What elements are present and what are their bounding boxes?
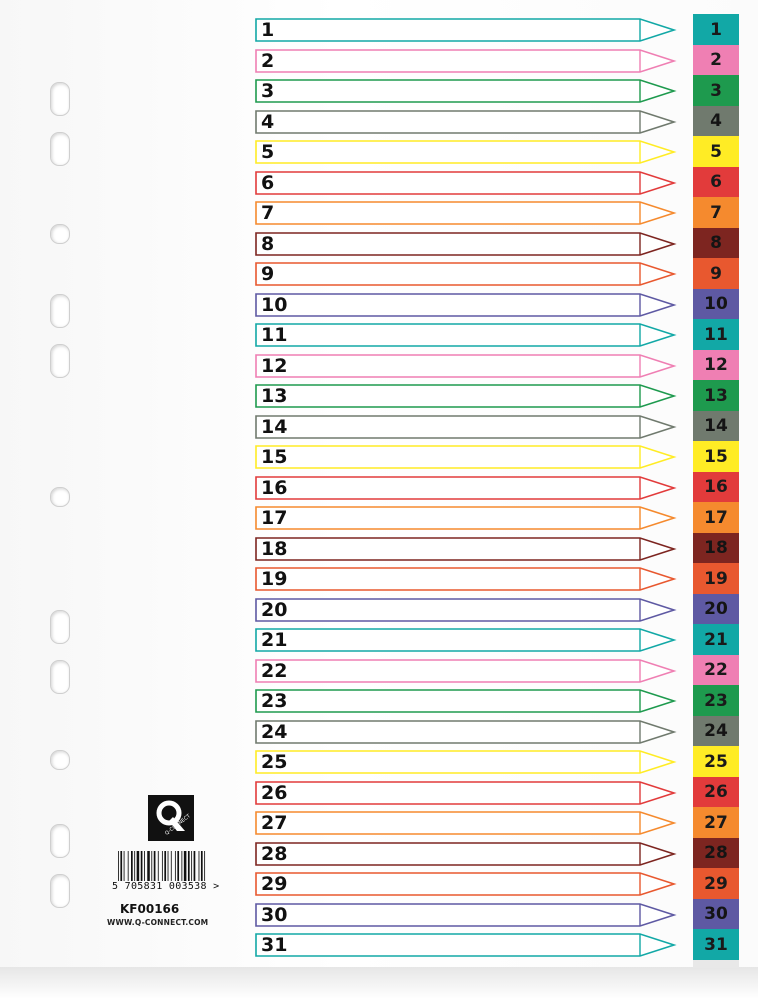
barcode-bar [188,851,190,881]
row-arrow-outline [256,477,674,499]
punch-hole [50,82,70,116]
row-arrow-outline [256,660,674,682]
divider-row-number: 12 [261,355,288,377]
index-tab[interactable]: 23 [693,685,739,716]
index-tab[interactable]: 9 [693,258,739,289]
divider-row-number: 18 [261,538,288,560]
row-arrow-outline [256,233,674,255]
barcode-number: 5 705831 003538 > [112,881,220,892]
divider-row-outline [255,659,675,683]
divider-row [255,140,675,164]
index-tab[interactable]: 7 [693,197,739,228]
divider-row-number: 27 [261,812,288,834]
barcode-bar [175,851,176,881]
index-tab[interactable]: 25 [693,746,739,777]
row-arrow-outline [256,202,674,224]
row-arrow-outline [256,294,674,316]
row-arrow-outline [256,141,674,163]
barcode-bar [144,851,145,881]
divider-row-outline [255,415,675,439]
index-tab[interactable]: 28 [693,838,739,868]
index-tab[interactable]: 4 [693,106,739,136]
divider-row [255,781,675,805]
index-tab[interactable]: 19 [693,563,739,594]
index-tab[interactable]: 11 [693,319,739,350]
divider-row-outline [255,110,675,134]
row-arrow-outline [256,812,674,834]
row-arrow-outline [256,324,674,346]
divider-row-outline [255,811,675,835]
divider-row [255,323,675,347]
index-tab[interactable]: 6 [693,167,739,197]
divider-row [255,720,675,744]
index-tab[interactable]: 14 [693,411,739,441]
barcode [117,851,215,881]
divider-row [255,659,675,683]
divider-row-number: 1 [261,19,275,41]
divider-row-outline [255,293,675,317]
divider-row [255,872,675,896]
divider-row [255,933,675,957]
divider-row-outline [255,933,675,957]
row-arrow-outline [256,782,674,804]
index-tab[interactable]: 18 [693,533,739,563]
barcode-bar [118,851,119,881]
divider-row-outline [255,49,675,73]
divider-row-number: 26 [261,782,288,804]
index-tab[interactable]: 26 [693,777,739,807]
barcode-bar [201,851,203,881]
punch-hole [50,660,70,694]
divider-row-number: 16 [261,477,288,499]
divider-row [255,628,675,652]
divider-row-outline [255,506,675,530]
punch-hole [50,132,70,166]
divider-row-outline [255,140,675,164]
punch-hole [50,610,70,644]
website-url: WWW.Q-CONNECT.COM [107,918,209,927]
index-tab[interactable]: 30 [693,899,739,929]
index-tab[interactable]: 3 [693,75,739,106]
divider-row-number: 19 [261,568,288,590]
barcode-bar [181,851,182,881]
divider-row-outline [255,720,675,744]
sheet-shadow [0,967,758,999]
divider-row [255,79,675,103]
punch-hole [50,487,70,507]
index-tab[interactable]: 15 [693,441,739,472]
barcode-bar [199,851,200,881]
divider-row [255,445,675,469]
divider-row-number: 20 [261,599,288,621]
index-tab[interactable]: 5 [693,136,739,167]
barcode-bar [194,851,196,881]
divider-row [255,49,675,73]
index-tab[interactable]: 31 [693,929,739,960]
index-tab[interactable]: 22 [693,655,739,685]
divider-row-number: 21 [261,629,288,651]
divider-row-number: 28 [261,843,288,865]
row-arrow-outline [256,721,674,743]
row-arrow-outline [256,568,674,590]
barcode-bar [124,851,125,881]
divider-row-outline [255,750,675,774]
divider-row-number: 6 [261,172,275,194]
index-tab[interactable]: 17 [693,502,739,533]
divider-row [255,171,675,195]
row-arrow-outline [256,690,674,712]
divider-row [255,750,675,774]
divider-row-outline [255,842,675,866]
index-tab[interactable]: 29 [693,868,739,899]
barcode-bar [168,851,169,881]
divider-row-outline [255,232,675,256]
divider-row-outline [255,537,675,561]
divider-row [255,567,675,591]
divider-row [255,598,675,622]
divider-row-number: 7 [261,202,275,224]
divider-row-number: 10 [261,294,288,316]
divider-row-number: 31 [261,934,288,956]
barcode-bar [191,851,192,881]
barcode-bar [134,851,135,881]
divider-row [255,384,675,408]
barcode-bar [120,851,122,881]
divider-row [255,232,675,256]
divider-row-number: 23 [261,690,288,712]
divider-row-outline [255,384,675,408]
divider-row-outline [255,628,675,652]
divider-row [255,18,675,42]
divider-row [255,842,675,866]
logo-wordmark-text: Q-CONNECT [164,813,192,837]
row-arrow-outline [256,50,674,72]
punch-hole [50,224,70,244]
barcode-bar [177,851,179,881]
row-arrow-outline [256,904,674,926]
divider-row [255,811,675,835]
row-arrow-outline [256,111,674,133]
divider-row-number: 3 [261,80,275,102]
index-tab[interactable]: 20 [693,594,739,624]
divider-row-outline [255,445,675,469]
index-tab[interactable]: 2 [693,45,739,75]
index-tab[interactable]: 12 [693,350,739,380]
divider-row-number: 4 [261,111,275,133]
divider-row-number: 29 [261,873,288,895]
row-arrow-outline [256,80,674,102]
divider-row [255,110,675,134]
divider-row-number: 2 [261,50,275,72]
punch-hole [50,824,70,858]
divider-row-number: 30 [261,904,288,926]
row-arrow-outline [256,355,674,377]
row-arrow-outline [256,19,674,41]
divider-row-number: 15 [261,446,288,468]
divider-row [255,262,675,286]
punch-hole [50,750,70,770]
row-arrow-outline [256,843,674,865]
divider-row-number: 25 [261,751,288,773]
divider-row-number: 8 [261,233,275,255]
product-code: KF00166 [120,902,180,916]
divider-row-outline [255,262,675,286]
barcode-bar [137,851,140,881]
index-tab[interactable]: 27 [693,807,739,838]
divider-row-number: 11 [261,324,288,346]
divider-row-outline [255,872,675,896]
divider-row-outline [255,201,675,225]
punch-hole [50,344,70,378]
punch-hole [50,294,70,328]
barcode-bar [184,851,187,881]
barcode-bar [128,851,129,881]
index-tab[interactable]: 10 [693,289,739,319]
barcode-bar [162,851,163,881]
row-arrow-outline [256,751,674,773]
barcode-bar [151,851,152,881]
divider-row [255,476,675,500]
divider-row [255,354,675,378]
divider-row-outline [255,18,675,42]
row-arrow-outline [256,507,674,529]
divider-row-number: 24 [261,721,288,743]
divider-row-outline [255,323,675,347]
divider-row-outline [255,354,675,378]
divider-row [255,293,675,317]
divider-row [255,415,675,439]
divider-row-number: 22 [261,660,288,682]
index-tab[interactable]: 13 [693,380,739,411]
row-arrow-outline [256,446,674,468]
divider-row-number: 9 [261,263,275,285]
barcode-bar [164,851,166,881]
divider-row [255,537,675,561]
divider-row-outline [255,476,675,500]
row-arrow-outline [256,538,674,560]
index-tab[interactable]: 8 [693,228,739,258]
divider-row-outline [255,171,675,195]
divider-row-outline [255,903,675,927]
divider-row [255,506,675,530]
divider-row-number: 13 [261,385,288,407]
divider-row [255,689,675,713]
index-tab[interactable]: 16 [693,472,739,502]
index-tab[interactable]: 24 [693,716,739,746]
barcode-bar [141,851,143,881]
divider-row [255,201,675,225]
divider-row-outline [255,598,675,622]
divider-row-number: 5 [261,141,275,163]
divider-row-number: 14 [261,416,288,438]
punch-hole [50,874,70,908]
index-tab[interactable]: 1 [693,14,739,45]
index-tab[interactable]: 21 [693,624,739,655]
barcode-bar [131,851,133,881]
barcode-bar [154,851,156,881]
row-arrow-outline [256,873,674,895]
barcode-bar [147,851,150,881]
row-arrow-outline [256,172,674,194]
row-arrow-outline [256,599,674,621]
divider-row-outline [255,689,675,713]
divider-row-outline [255,79,675,103]
row-arrow-outline [256,629,674,651]
divider-row-outline [255,567,675,591]
barcode-bar [158,851,159,881]
divider-row [255,903,675,927]
row-arrow-outline [256,263,674,285]
divider-row-number: 17 [261,507,288,529]
divider-row-outline [255,781,675,805]
barcode-bar [171,851,172,881]
row-arrow-outline [256,385,674,407]
row-arrow-outline [256,934,674,956]
row-arrow-outline [256,416,674,438]
barcode-bar [204,851,205,881]
logo-wordmark [150,800,196,846]
